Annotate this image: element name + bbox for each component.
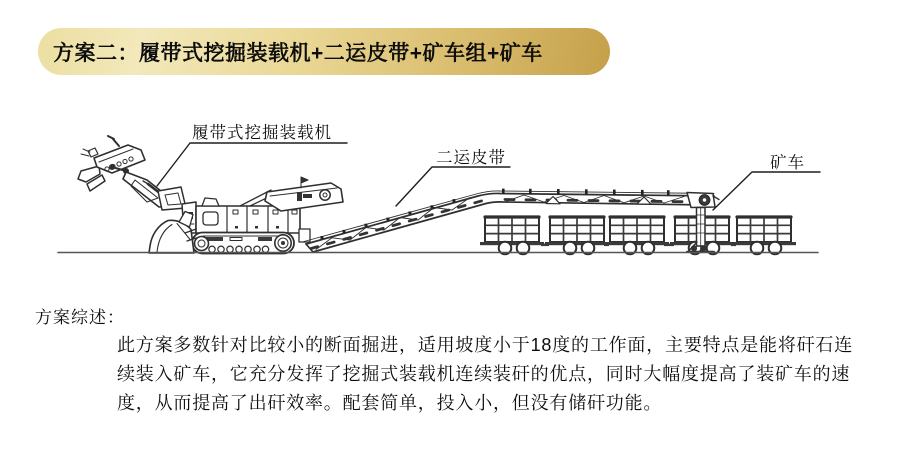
crawler-track xyxy=(192,233,294,254)
digging-arm xyxy=(78,136,186,210)
summary-paragraph: 此方案多数针对比较小的断面掘进，适用坡度小于18度的工作面，主要特点是能将矸石连续装入矿车，它充分发挥了挖掘式装载机连续装矸的优点，同时大幅度提高了装矿车的速度，从而提高了出矸效率。配套简单，投入小，但没有储矸功能。 xyxy=(117,335,854,413)
cart-coupler xyxy=(664,244,674,247)
mine-cart xyxy=(605,217,669,254)
cart-coupler xyxy=(541,244,549,247)
mine-cart xyxy=(480,217,544,254)
leader-line xyxy=(713,172,820,210)
cart-coupler xyxy=(604,244,609,247)
mine-cart xyxy=(545,217,609,254)
machine-label: 履带式挖掘装载机 xyxy=(192,124,332,142)
cart-coupler xyxy=(731,244,736,247)
mine-cart xyxy=(732,217,796,254)
front-blade xyxy=(149,212,196,254)
page-title: 方案二：履带式挖掘装载机+二运皮带+矿车组+矿车 xyxy=(53,41,543,65)
mine-cart-row xyxy=(480,217,796,254)
belt-label: 二运皮带 xyxy=(436,149,506,167)
title-banner xyxy=(38,28,610,75)
excavator-loader-drawing xyxy=(78,136,343,254)
leader-line xyxy=(157,143,347,186)
summary-heading: 方案综述： xyxy=(35,308,125,327)
cart-label: 矿车 xyxy=(770,154,805,172)
